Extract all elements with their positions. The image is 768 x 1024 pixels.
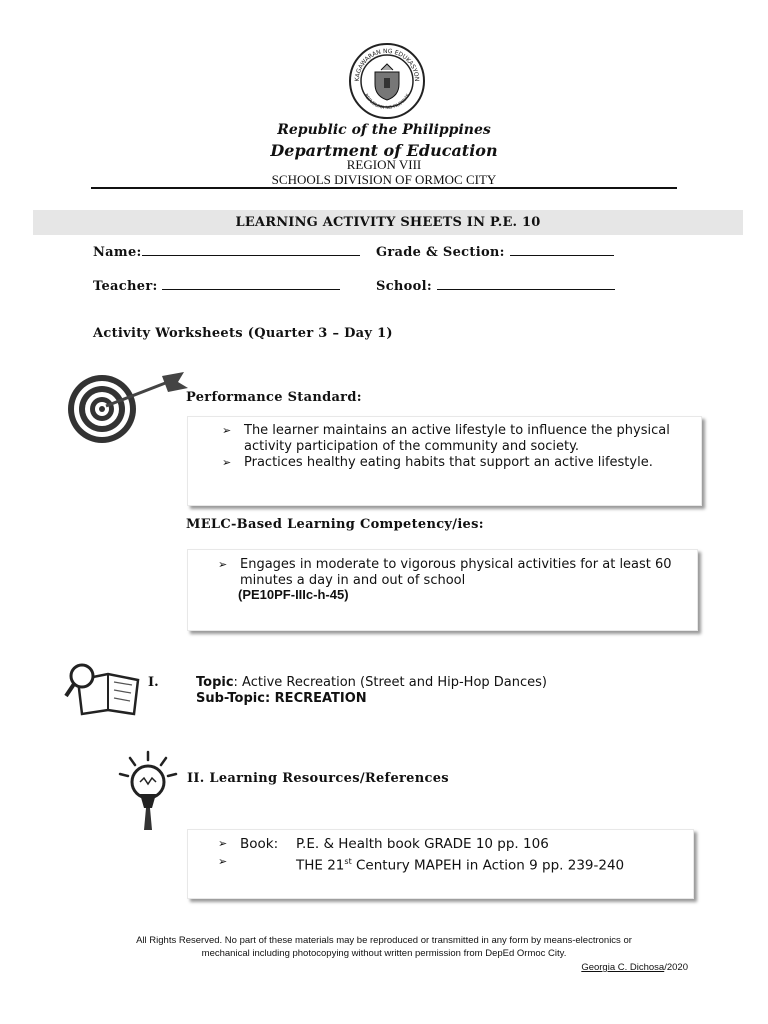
grade-section-label: Grade & Section: (376, 245, 505, 260)
department-heading: Department of Education (270, 141, 498, 160)
arrow-bullet-icon: ➢ (218, 558, 228, 571)
light-bulb-icon (116, 748, 180, 834)
school-field (376, 277, 615, 294)
teacher-field (93, 277, 340, 294)
topic-numeral: I. (148, 675, 159, 690)
book-2-pre: THE 21 (296, 857, 345, 874)
melc-code: (PE10PF-IIIc-h-45) (238, 587, 349, 602)
performance-item-text: The learner maintains an active lifestyle to influence the physical activity participation of the community and society. (244, 423, 670, 454)
melc-box (187, 549, 698, 631)
name-field (93, 243, 360, 260)
teacher-label: Teacher: (93, 279, 158, 294)
teacher-blank[interactable] (162, 277, 340, 290)
name-blank[interactable] (142, 243, 360, 256)
division-heading: SCHOOLS DIVISION OF ORMOC CITY (271, 172, 497, 187)
deped-seal-logo (348, 42, 426, 120)
title-band (33, 210, 743, 235)
book-1: P.E. & Health book GRADE 10 pp. 106 (296, 836, 549, 852)
performance-item (222, 455, 692, 471)
book-2-sup: st (344, 857, 352, 866)
school-label: School: (376, 279, 432, 294)
copyright-line-1: All Rights Reserved. No part of these materials may be reproduced or transmitted in any form by means-electronics or (136, 935, 632, 946)
melc-item-text: Engages in moderate to vigorous physical activities for at least 60 minutes a day in and out of school (240, 557, 672, 588)
resources-box (187, 829, 694, 899)
sheet-title: LEARNING ACTIVITY SHEETS IN P.E. 10 (235, 215, 541, 230)
region-heading: REGION VIII (346, 157, 422, 172)
target-dart-icon (66, 368, 192, 448)
magnifier-book-icon (64, 660, 144, 718)
topic-line (196, 675, 547, 690)
book-2-post: Century MAPEH in Action 9 pp. 239-240 (351, 857, 625, 874)
performance-item (222, 423, 692, 455)
performance-item-text: Practices healthy eating habits that support an active lifestyle. (244, 455, 653, 470)
activity-title: Activity Worksheets (Quarter 3 – Day 1) (93, 326, 393, 341)
topic-text: : Active Recreation (Street and Hip-Hop Dances) (233, 675, 548, 690)
book-label: Book: (240, 836, 279, 852)
performance-heading: Performance Standard: (186, 390, 362, 405)
resources-heading: II. Learning Resources/References (187, 771, 449, 786)
arrow-bullet-icon: ➢ (218, 837, 228, 850)
resource-item (218, 836, 678, 852)
seal-text-bottom: REPUBLIKA NG PILIPINAS (362, 93, 412, 112)
arrow-bullet-icon: ➢ (218, 855, 228, 868)
performance-box (187, 416, 702, 506)
melc-heading: MELC-Based Learning Competency/ies: (186, 517, 484, 532)
grade-section-field (376, 243, 614, 260)
arrow-bullet-icon: ➢ (222, 456, 232, 469)
name-label: Name: (93, 245, 142, 260)
header-divider (91, 187, 677, 189)
republic-heading: Republic of the Philippines (277, 122, 491, 138)
arrow-bullet-icon: ➢ (222, 424, 232, 437)
melc-item (218, 557, 678, 589)
seal-text-top: KAGAWARAN NG EDUKASYON (353, 47, 421, 82)
school-blank[interactable] (437, 277, 615, 290)
author-credit (581, 961, 688, 974)
topic-label: Topic (196, 675, 234, 690)
author-name: Georgia C. Dichosa (581, 962, 665, 973)
author-year: /2020 (664, 962, 688, 973)
subtopic: Sub-Topic: RECREATION (196, 691, 367, 706)
book-2 (296, 854, 624, 874)
grade-section-blank[interactable] (510, 243, 614, 256)
copyright-line-2: mechanical including photocopying without written permission from DepEd Ormoc City. (201, 948, 567, 959)
